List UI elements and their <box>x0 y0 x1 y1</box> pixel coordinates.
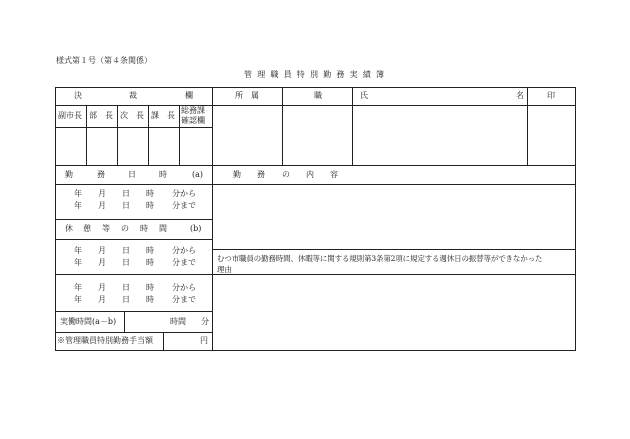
approval-header-char-1: 決 <box>74 91 82 100</box>
break2-to-month: 月 <box>98 295 106 304</box>
from-year: 年 <box>74 189 82 198</box>
work-time-header-char-3: 日 <box>128 170 136 179</box>
work-time-header-char-2: 務 <box>97 170 105 179</box>
approval-position-vice-mayor: 副市長 <box>58 111 82 120</box>
break1-from-hour: 時 <box>146 246 154 255</box>
break2-to-suffix: 分まで <box>172 295 196 304</box>
duty-header-char-3: の <box>282 170 290 179</box>
general-affairs-line1: 総務課 <box>181 106 205 115</box>
break1-to-day: 日 <box>122 258 130 267</box>
break2-to-hour: 時 <box>146 295 154 304</box>
break-header-char-6: 間 <box>159 224 167 233</box>
break1-to-suffix: 分まで <box>172 258 196 267</box>
break-header-char-2: 憩 <box>83 224 91 233</box>
actual-hours-label: 実働時間(a－b) <box>60 317 117 326</box>
to-hour: 時 <box>146 201 154 210</box>
break2-from-suffix: 分から <box>172 283 196 292</box>
duty-note-line2: 理由 <box>217 265 232 274</box>
actual-minutes-unit: 分 <box>201 317 209 326</box>
break2-from-day: 日 <box>122 283 130 292</box>
duty-note-line1: むつ市職員の勤務時間、休暇等に関する規則第3条第2項に規定する週休日の振替等ができなかった <box>217 254 543 263</box>
name-label-given: 名 <box>516 91 524 100</box>
allowance-label: ※管理職員特別勤務手当額 <box>57 336 153 345</box>
break-header-char-5: 時 <box>140 224 148 233</box>
break2-to-year: 年 <box>74 295 82 304</box>
name-label-family: 氏 <box>360 91 368 100</box>
from-hour: 時 <box>146 189 154 198</box>
break1-to-month: 月 <box>98 258 106 267</box>
break2-from-hour: 時 <box>146 283 154 292</box>
break-header-char-1: 休 <box>65 224 73 233</box>
break1-to-hour: 時 <box>146 258 154 267</box>
duty-header-char-5: 容 <box>330 170 338 179</box>
duty-header-char-1: 勤 <box>233 170 241 179</box>
break1-from-suffix: 分から <box>172 246 196 255</box>
from-suffix: 分から <box>172 189 196 198</box>
to-year: 年 <box>74 201 82 210</box>
break-header-char-3: 等 <box>102 224 110 233</box>
break1-from-month: 月 <box>98 246 106 255</box>
from-day: 日 <box>122 189 130 198</box>
post-label: 職 <box>314 91 322 100</box>
approval-position-director: 部 長 <box>89 111 113 120</box>
seal-label: 印 <box>547 91 555 100</box>
form-number: 様式第１号（第４条関係） <box>56 56 152 65</box>
approval-header-char-3: 欄 <box>185 91 193 100</box>
from-month: 月 <box>98 189 106 198</box>
page-title: 管理職員特別勤務実績簿 <box>244 70 390 79</box>
break1-from-year: 年 <box>74 246 82 255</box>
actual-hours-unit: 時間 <box>170 317 186 326</box>
to-suffix: 分まで <box>172 201 196 210</box>
break2-from-year: 年 <box>74 283 82 292</box>
duty-header-char-4: 内 <box>306 170 314 179</box>
to-day: 日 <box>122 201 130 210</box>
work-time-header-char-1: 勤 <box>65 170 73 179</box>
affiliation-label: 所 属 <box>235 91 259 100</box>
duty-header-char-2: 務 <box>257 170 265 179</box>
break2-from-month: 月 <box>98 283 106 292</box>
break1-from-day: 日 <box>122 246 130 255</box>
break1-to-year: 年 <box>74 258 82 267</box>
work-time-header-char-4: 時 <box>159 170 167 179</box>
work-time-header-label-a: (a) <box>192 170 204 179</box>
break-header-char-4: の <box>121 224 129 233</box>
allowance-unit: 円 <box>200 336 208 345</box>
approval-header-char-2: 裁 <box>129 91 137 100</box>
approval-position-deputy-director: 次 長 <box>120 111 144 120</box>
break-header-label-b: (b) <box>190 224 202 233</box>
approval-position-section-chief: 課 長 <box>151 111 175 120</box>
general-affairs-line2: 確認欄 <box>181 116 205 125</box>
break2-to-day: 日 <box>122 295 130 304</box>
to-month: 月 <box>98 201 106 210</box>
